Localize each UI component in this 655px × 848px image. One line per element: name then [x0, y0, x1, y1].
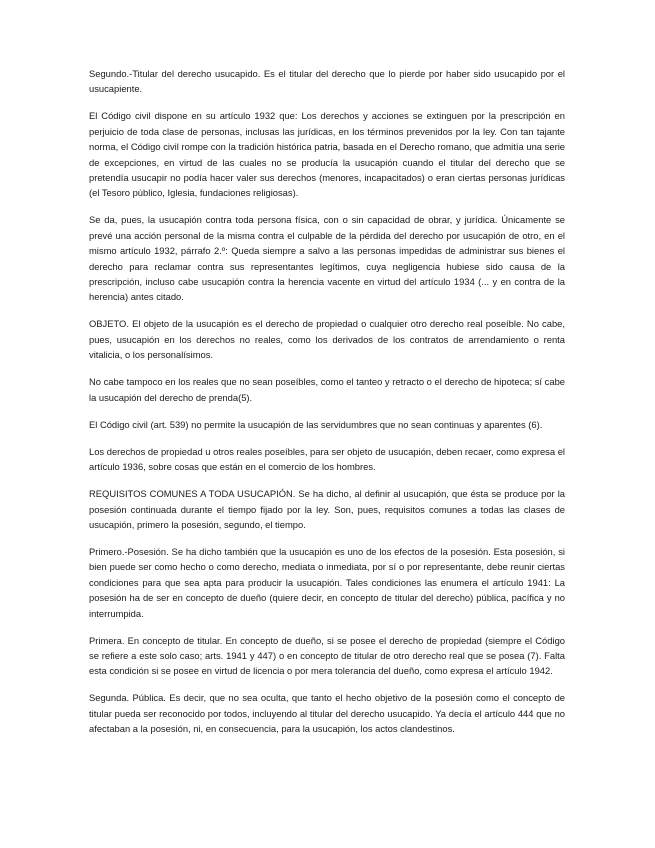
paragraph-articulo-1932: El Código civil dispone en su artículo 1932 que: Los derechos y acciones se extinguen por la prescripción en perjuicio de toda clase de personas, inclusas las jurídicas, en los términos prevenidos por la ley. Con tan tajante norma, el Código civil rompe con la tradición histórica patria, basada en el Derecho romano, que admitía una serie de excepciones, en virtud de las cuales no se producía la usucapión cuando el titular del derecho que se pretendía usucapir no podía hacer valer sus derechos (menores, incapacitados) o eran ciertas personas jurídicas (el Tesoro público, Iglesia, fundaciones religiosas). — [89, 110, 565, 199]
paragraph-publica: Segunda. Pública. Es decir, que no sea oculta, que tanto el hecho objetivo de la posesión como el concepto de titular pueda ser reconocido por todos, incluyendo al titular del derecho usucapido. Ya decía el artículo 444 que no afectaban a la posesión, ni, en consecuencia, para la usucapión, los actos clandestinos. — [89, 692, 565, 735]
paragraph-reales-no-poseibles: No cabe tampoco en los reales que no sean poseíbles, como el tanteo y retracto o el derecho de hipoteca; sí cabe la usucapión del derecho de prenda(5). — [89, 376, 565, 403]
paragraph-servidumbres: El Código civil (art. 539) no permite la usucapión de las servidumbres que no sean continuas y aparentes (6). — [89, 418, 543, 430]
paragraph-persona-fisica-juridica: Se da, pues, la usucapión contra toda persona física, con o sin capacidad de obrar, y jurídica. Únicamente se prevé una acción personal de la misma contra el culpable de la pérdida del derecho por usucapión de otro, en el mismo artículo 1932, párrafo 2.º: Queda siempre a salvo a las personas impedidas de administrar sus bienes el derecho para reclamar contra sus representantes legítimos, cuya negligencia hubiese sido causa de la prescripción, incluso cabe usucapión contra la herencia vacente en virtud del artículo 1934 (... y en contra de la herencia) antes citado. — [89, 214, 565, 303]
paragraph-objeto: OBJETO. El objeto de la usucapión es el derecho de propiedad o cualquier otro derecho real poseíble. No cabe, pues, usucapión en los derechos no reales, como los derivados de los contratos de arrendamiento o renta vitalicia, o los personalísimos. — [89, 318, 565, 361]
paragraph-titular-usucapido: Segundo.-Titular del derecho usucapido. Es el titular del derecho que lo pierde por haber sido usucapido por el usucapiente. — [89, 68, 565, 95]
paragraph-posesion: Primero.-Posesión. Se ha dicho también que la usucapión es uno de los efectos de la posesión. Esta posesión, si bien puede ser como hecho o como derecho, mediata o inmediata, por sí o por representante, debe reunir ciertas condiciones para que sea apta para producir la usucapión. Tales condiciones las enumera el artículo 1941: La posesión ha de ser en concepto de dueño (quiere decir, en concepto de titular del derecho) pública, pacífica y no interrumpida. — [89, 545, 565, 619]
paragraph-concepto-titular: Primera. En concepto de titular. En concepto de dueño, si se posee el derecho de propiedad (siempre el Código se refiere a este solo caso; arts. 1941 y 447) o en concepto de titular de otro derecho real que se posea (7). Falta esta condición si se posee en virtud de licencia o por mera tolerancia del dueño, como expresa el artículo 1942. — [89, 634, 565, 677]
document-page — [89, 66, 565, 748]
paragraph-requisitos-comunes: REQUISITOS COMUNES A TODA USUCAPIÓN. Se ha dicho, al definir al usucapión, que ésta se produce por la posesión continuada durante el tiempo fijado por la ley. Son, pues, requisitos comunes a todas las clases de usucapión, primero la posesión, segundo, el tiempo. — [89, 488, 565, 530]
paragraph-comercio-hombres: Los derechos de propiedad u otros reales poseíbles, para ser objeto de usucapión, deben recaer, como expresa el artículo 1936, sobre cosas que están en el comercio de los hombres. — [89, 445, 565, 473]
